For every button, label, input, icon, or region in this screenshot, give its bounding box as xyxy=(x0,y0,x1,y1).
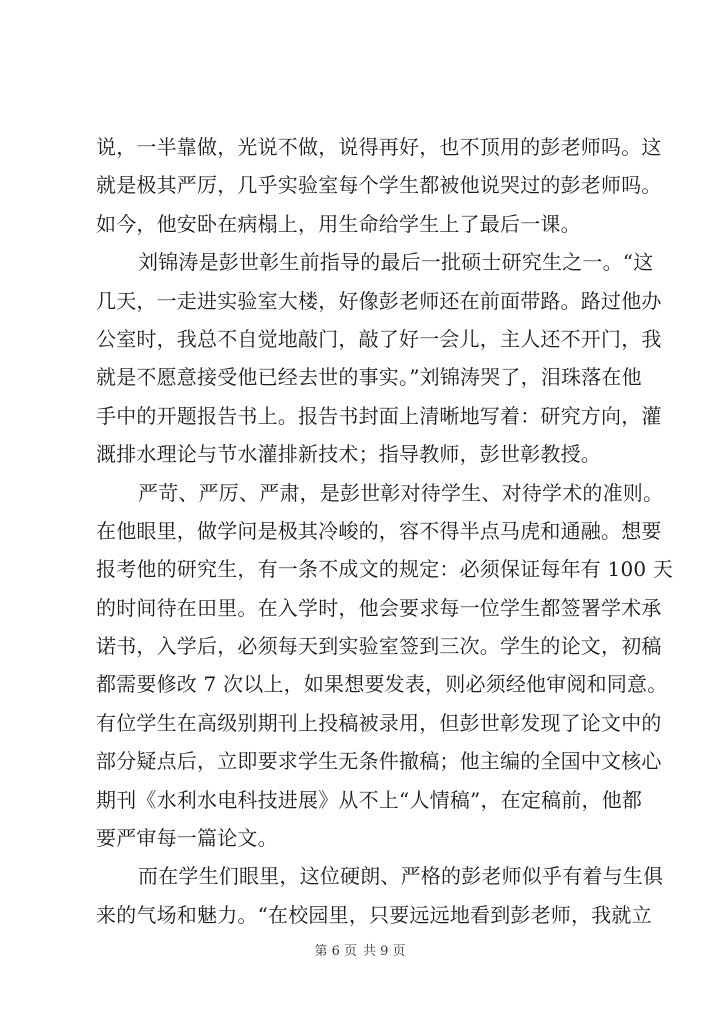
paragraph-2 xyxy=(96,243,662,473)
text-line: 刘锦涛是彭世彰生前指导的最后一批硕士研究生之一。“这 xyxy=(138,250,654,275)
paragraph-1 xyxy=(96,128,662,243)
text-line: 诺书，入学后，必须每天到实验室签到三次。学生的论文，初稿 xyxy=(96,634,662,659)
text-line: 来的气场和魅力。“在校园里，只要远远地看到彭老师，我就立 xyxy=(96,902,652,927)
page-total: 共 9 页 xyxy=(363,944,406,959)
body-text xyxy=(96,128,674,934)
text-line: 溉排水理论与节水灌排新技术；指导教师，彭世彰教授。 xyxy=(96,442,601,467)
text-line: 手中的开题报告书上。报告书封面上清晰地写着：研究方向，灌 xyxy=(96,403,662,428)
text-line: 的时间待在田里。在入学时，他会要求每一位学生都签署学术承 xyxy=(96,595,662,620)
text-line: 如今，他安卧在病榻上，用生命给学生上了最后一课。 xyxy=(96,211,581,236)
page-footer xyxy=(0,940,720,959)
text-line: 要严审每一篇论文。 xyxy=(96,826,278,851)
text-line: 部分疑点后，立即要求学生无条件撤稿；他主编的全国中文核心 xyxy=(96,749,662,774)
text-line: 有位学生在高级别期刊上投稿被录用，但彭世彰发现了论文中的 xyxy=(96,710,662,735)
text-line: 公室时，我总不自觉地敲门，敲了好一会儿，主人还不开门，我 xyxy=(96,326,662,351)
text-line: 严苛、严厉、严肃，是彭世彰对待学生、对待学术的准则。 xyxy=(138,480,664,505)
text-line: 就是不愿意接受他已经去世的事实。”刘锦涛哭了，泪珠落在他 xyxy=(96,365,642,390)
page-number: 第 6 页 xyxy=(314,944,357,959)
text-line: 说，一半靠做，光说不做，说得再好，也不顶用的彭老师吗。这 xyxy=(96,135,662,159)
text-line: 几天，一走进实验室大楼，好像彭老师还在前面带路。路过他办 xyxy=(96,288,662,313)
text-line: 在他眼里，做学问是极其冷峻的，容不得半点马虎和通融。想要 xyxy=(96,518,662,543)
paragraph-4 xyxy=(96,857,664,934)
text-line: 报考他的研究生，有一条不成文的规定：必须保证每年有 100 天 xyxy=(96,557,674,582)
text-line: 期刊《水利水电科技进展》从不上“人情稿”，在定稿前，他都 xyxy=(96,787,643,812)
text-line: 都需要修改 7 次以上，如果想要发表，则必须经他审阅和同意。 xyxy=(96,672,668,697)
text-line: 就是极其严厉，几乎实验室每个学生都被他说哭过的彭老师吗。 xyxy=(96,173,662,198)
paragraph-3 xyxy=(96,474,674,858)
text-line: 而在学生们眼里，这位硬朗、严格的彭老师似乎有着与生俱 xyxy=(138,864,664,889)
